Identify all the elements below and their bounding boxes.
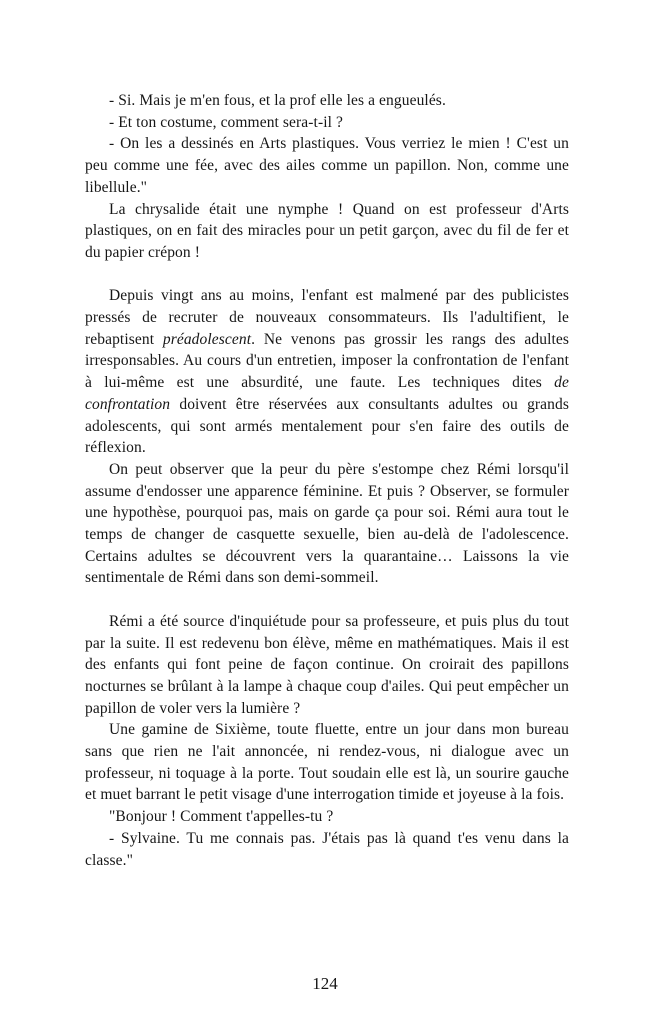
paragraph	[85, 133, 569, 198]
page-number: 124	[312, 974, 338, 993]
paragraph	[85, 719, 569, 806]
paragraph	[85, 199, 569, 264]
text-run: - Sylvaine. Tu me connais pas. J'étais pas là quand t'es venu dans la classe."	[85, 829, 569, 869]
paragraph	[85, 112, 569, 134]
paragraph	[85, 459, 569, 589]
paragraph	[85, 828, 569, 871]
text-run: - Et ton costume, comment sera-t-il ?	[109, 113, 343, 131]
text-run: "Bonjour ! Comment t'appelles-tu ?	[109, 808, 334, 826]
italic-text-run: préadolescent	[162, 330, 252, 348]
text-run: . Ne venons pas grossir les rangs des adultes irresponsables. Au cours d'un entretien, imposer la confrontation de l'enfant à lui-même est une absurdité, une faute. Les techniques dites	[85, 330, 570, 392]
text-run: Rémi a été source d'inquiétude pour sa professeure, et puis plus du tout par la suite. Il est redevenu bon élève, même en mathématiques. Mais il est des enfants qui font peine de façon continue. On croirait des papillons nocturnes se brûlant à la lampe à chaque coup d'ailes. Qui peut empêcher un papillon de voler vers la lumière ?	[85, 612, 569, 717]
italic-text-run: de confrontation	[85, 374, 569, 413]
text-run: On peut observer que la peur du père s'estompe chez Rémi lorsqu'il assume d'endosser une apparence féminine. Et puis ? Observer, se formuler une hypothèse, pourquoi pas, mais on garde ça pour soi. Rémi aura tout le temps de changer de casquette sexuelle, bien au-delà de l'adolescence. Certains adultes se découvrent vers la quarantaine… Laissons la vie sentimentale de Rémi dans son demi-sommeil.	[85, 460, 569, 587]
text-run: doivent être réservées aux consultants adultes ou grands adolescents, qui sont armés mentalement pour s'en faire des outils de réflexion.	[85, 395, 569, 457]
paragraph	[85, 806, 569, 828]
text-run: Une gamine de Sixième, toute fluette, entre un jour dans mon bureau sans que rien ne l'ait annoncée, ni rendez-vous, ni dialogue avec un professeur, ni toquage à la porte. Tout soudain elle est là, un sourire gauche et muet barrant le petit visage d'une interrogation timide et joyeuse à la fois.	[85, 721, 569, 804]
text-block	[85, 90, 569, 871]
text-run: - Si. Mais je m'en fous, et la prof elle les a engueulés.	[109, 92, 446, 109]
paragraph	[85, 611, 569, 720]
paragraph	[85, 90, 569, 112]
text-run: - On les a dessinés en Arts plastiques. Vous verriez le mien ! C'est un peu comme une fée, avec des ailes comme un papillon. Non, comme une libellule."	[85, 135, 569, 196]
text-run: La chrysalide était une nymphe ! Quand on est professeur d'Arts plastiques, on en fait des miracles pour un petit garçon, avec du fil de fer et du papier crépon !	[85, 200, 569, 261]
paragraph	[85, 285, 569, 459]
text-run: Depuis vingt ans au moins, l'enfant est malmené par des publicistes pressés de recruter de nouveaux consommateurs. Ils l'adultifient, le rebaptisent	[85, 287, 569, 348]
